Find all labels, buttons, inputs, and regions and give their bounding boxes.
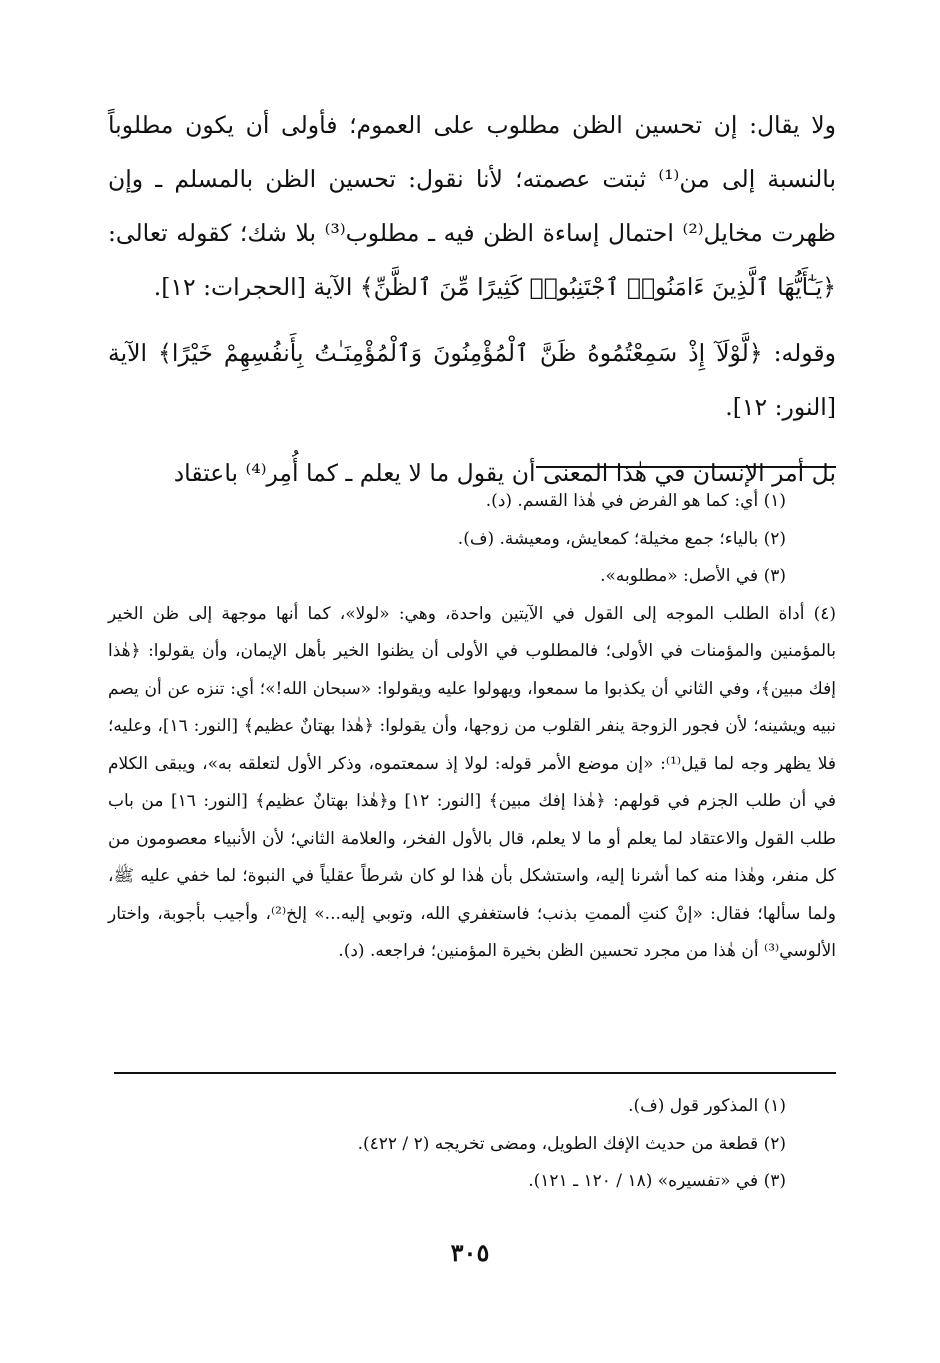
footnote-divider-short [536, 466, 836, 468]
sub-footnote-2: (٢) قطعة من حديث الإفك الطويل، ومضى تخريجه (٢ / ٤٢٢). [357, 1133, 786, 1154]
footnote-2: (٢) بالياء؛ جمع مخيلة؛ كمعايش، ومعيشة. (ف). [457, 528, 786, 549]
footnote-1: (١) أي: كما هو الفرض في هٰذا القسم. (د). [485, 491, 786, 511]
footnotes-section-2 [108, 1088, 836, 1201]
footnote-3: (٣) في الأصل: «مطلوبه». [600, 566, 786, 586]
sub-footnote-3: (٣) في «تفسيره» (١٨ / ١٢٠ ـ ١٢١). [528, 1171, 786, 1191]
main-paragraph-2: وقوله: ﴿لَّوْلَآ إِذْ سَمِعْتُمُوهُ ظَنَّ ٱلْمُؤْمِنُونَ وَٱلْمُؤْمِنَـٰتُ بِأَنفُسِهِمْ خَيْرًا﴾ الآية [النور: ١٢]. [108, 339, 836, 421]
page-number: ٣٠٥ [450, 1238, 490, 1267]
main-paragraph-1: ولا يقال: إن تحسين الظن مطلوب على العموم؛ فأولى أن يكون مطلوباً بالنسبة إلى من⁽¹⁾ ثبتت عصمته؛ لأنا نقول: تحسين الظن بالمسلم ـ وإن ظهرت مخايل⁽²⁾ احتمال إساءة الظن فيه ـ مطلوب⁽³⁾ بلا شك؛ كقوله تعالى: ﴿يَـٰٓأَيُّهَا ٱلَّذِينَ ءَامَنُوا۟ ٱجْتَنِبُوا۟ كَثِيرًا مِّنَ ٱلظَّنِّ﴾ الآية [الحجرات: ١٢]. [108, 111, 837, 301]
sub-footnote-1: (١) المذكور قول (ف). [628, 1096, 786, 1116]
main-paragraph-3: بل أمر الإنسان في هٰذا المعنى أن يقول ما لا يعلم ـ كما أُمِر⁽⁴⁾ باعتقاد [173, 459, 836, 487]
footnote-4: (٤) أداة الطلب الموجه إلى القول في الآيتين واحدة، وهي: «لولا»، كما أنها موجهة إلى ظن الخير بالمؤمنين والمؤمنات في الأولى؛ فالمطلوب في الأولى أن يظنوا الخير بأهل الإيمان، وأن يقولوا: ﴿هٰذا إفك مبين﴾، وفي الثاني أن يكذبوا ما سمعوا، ويهولوا عليه ويقولوا: «سبحان الله!»؛ أي: تنزه عن أن يصم نبيه ويشينه؛ لأن فجور الزوجة ينفر القلوب من زوجها، وأن يقولوا: ﴿هٰذا بهتانٌ عظيم﴾ [النور: ١٦]، وعليه؛ فلا يظهر وجه لما قيل⁽¹⁾: «إن موضع الأمر قوله: لولا إذ سمعتموه، وذكر الأول لتعلقه به»، ويبقى الكلام في أن طلب الجزم في قولهم: ﴿هٰذا إفك مبين﴾ [النور: ١٢] و﴿هٰذا بهتانٌ عظيم﴾ [النور: ١٦] من باب طلب القول والاعتقاد لما يعلم أو ما لا يعلم، قال بالأول الفخر، والعلامة الثاني؛ لأن الأنبياء معصومون من كل منفر، وهٰذا منه كما أشرنا إليه، واستشكل بأن هٰذا لو كان شرطاً عقلياً في النبوة؛ لما خفي عليه ﷺ، ولما سألها؛ فقال: «إنْ كنتِ ألممتِ بذنب؛ فاستغفري الله، وتوبي إليه...» إلخ⁽²⁾، وأجيب بأجوبة، واختار الألوسي⁽³⁾ أن هٰذا من مجرد تحسين الظن بخيرة المؤمنين؛ فراجعه. (د). [108, 603, 836, 961]
footnotes-section-1 [108, 483, 836, 971]
footnote-divider-long [114, 1072, 836, 1074]
main-text [108, 98, 836, 500]
